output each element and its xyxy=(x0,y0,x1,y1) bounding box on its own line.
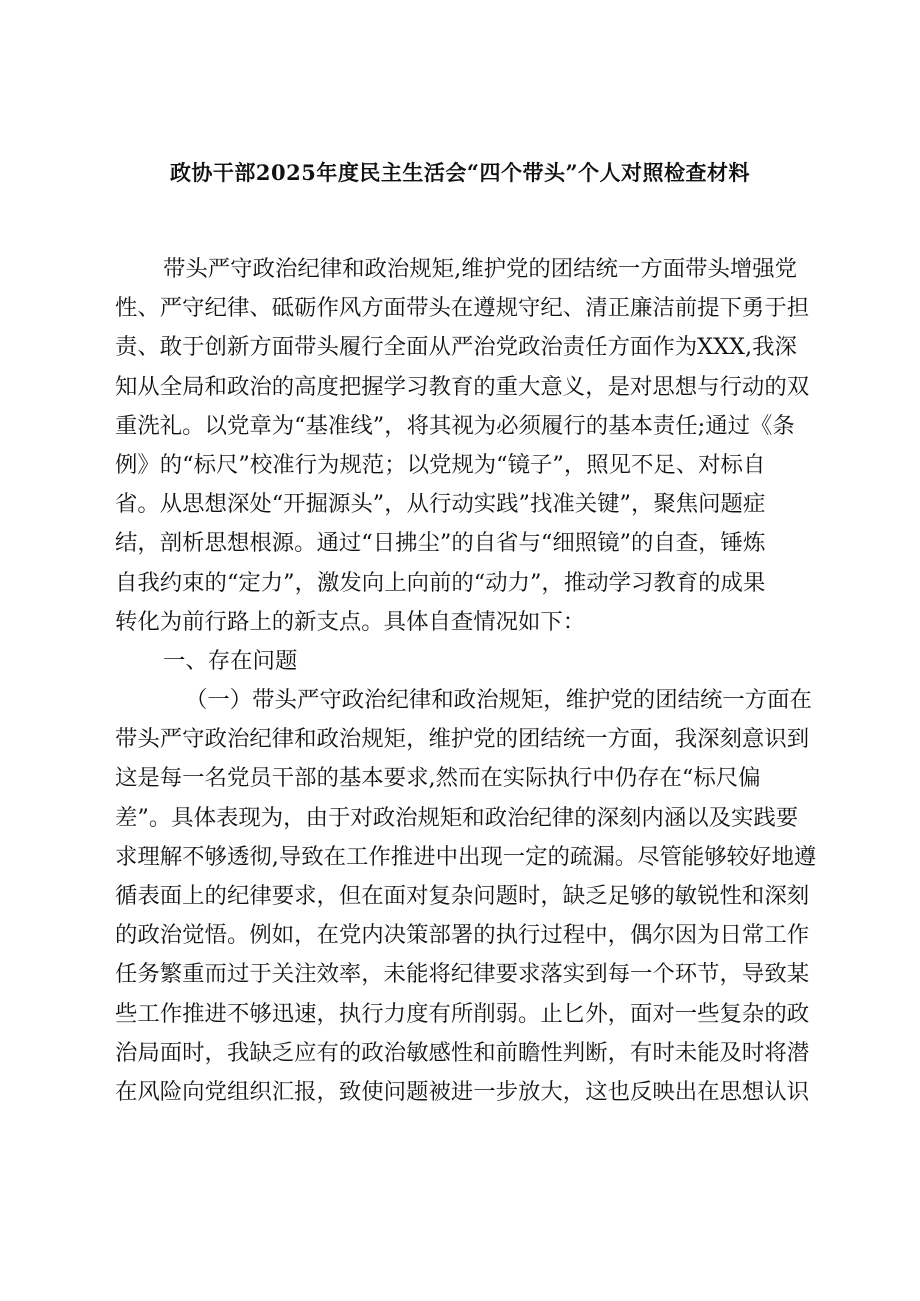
paragraph-line: 知从全局和政治的高度把握学习教育的重大意义，是对思想与行动的双 xyxy=(115,373,810,400)
paragraph-line: 在风险向党组织汇报，致使问题被进一步放大，这也反映出在思想认识 xyxy=(115,1078,810,1105)
document-body xyxy=(115,250,835,1112)
paragraph-line: 些工作推进不够迅速，执行力度有所削弱。止匕外，面对一些复杂的政 xyxy=(115,1000,810,1027)
document-title: 政协干部2025年度民主生活会“四个带头”个人对照检查材料 xyxy=(169,160,751,185)
paragraph-line: 带头严守政治纪律和政治规矩,维护党的团结统一方面带头增强党 xyxy=(163,256,798,282)
paragraph-line: 这是每一名党员干部的基本要求,然而在实际执行中仍存在“标尺偏 xyxy=(115,765,761,792)
paragraph-line: 转化为前行路上的新支点。具体自查情况如下： xyxy=(115,608,586,635)
paragraph-line: 治局面时，我缺乏应有的政治敏感性和前瞻性判断，有时未能及时将潜 xyxy=(115,1039,810,1066)
paragraph-line: 自我约束的“定力”，激发向上向前的“动力”，推动学习教育的成果 xyxy=(115,569,766,596)
paragraph-line: 性、严守纪律、砥砺作风方面带头在遵规守纪、清正廉洁前提下勇于担 xyxy=(115,295,810,322)
paragraph-line: 差”。具体表现为，由于对政治规矩和政治纪律的深刻内涵以及实践要 xyxy=(115,804,799,831)
paragraph-line: （一）带头严守政治纪律和政治规矩，维护党的团结统一方面在 xyxy=(185,687,812,714)
paragraph-line: 循表面上的纪律要求，但在面对复杂问题时，缺乏足够的敏锐性和深刻 xyxy=(115,883,810,909)
paragraph-line: 的政治觉悟。例如，在党内决策部署的执行过程中，偶尔因为日常工作 xyxy=(115,922,810,949)
paragraph-line: 省。从思想深处“开掘源头”，从行动实践”找准关键”，聚焦问题症 xyxy=(115,491,766,518)
paragraph-line: 例》的“标尺”校准行为规范；以党规为“镜子”，照见不足、对标自 xyxy=(115,451,766,478)
paragraph-line: 任务繁重而过于关注效率，未能将纪律要求落实到每一个环节，导致某 xyxy=(115,961,810,988)
section-heading: 一、存在问题 xyxy=(163,647,298,674)
paragraph-line: 带头严守政治纪律和政治规矩，维护党的团结统一方面，我深刻意识到 xyxy=(115,726,810,753)
paragraph-line: 重洗礼。以党章为“基准线”，将其视为必须履行的基本责任;通过《条 xyxy=(115,412,795,439)
paragraph-line: 求理解不够透彻,导致在工作推进中出现一定的疏漏。尽管能够较好地遵 xyxy=(115,843,817,870)
paragraph-line: 结，剖析思想根源。通过“日拂尘”的自省与“细照镜”的自查，锤炼 xyxy=(115,530,766,557)
paragraph-line: 责、敢于创新方面带头履行全面从严治党政治责任方面作为XXX,我深 xyxy=(115,334,797,361)
